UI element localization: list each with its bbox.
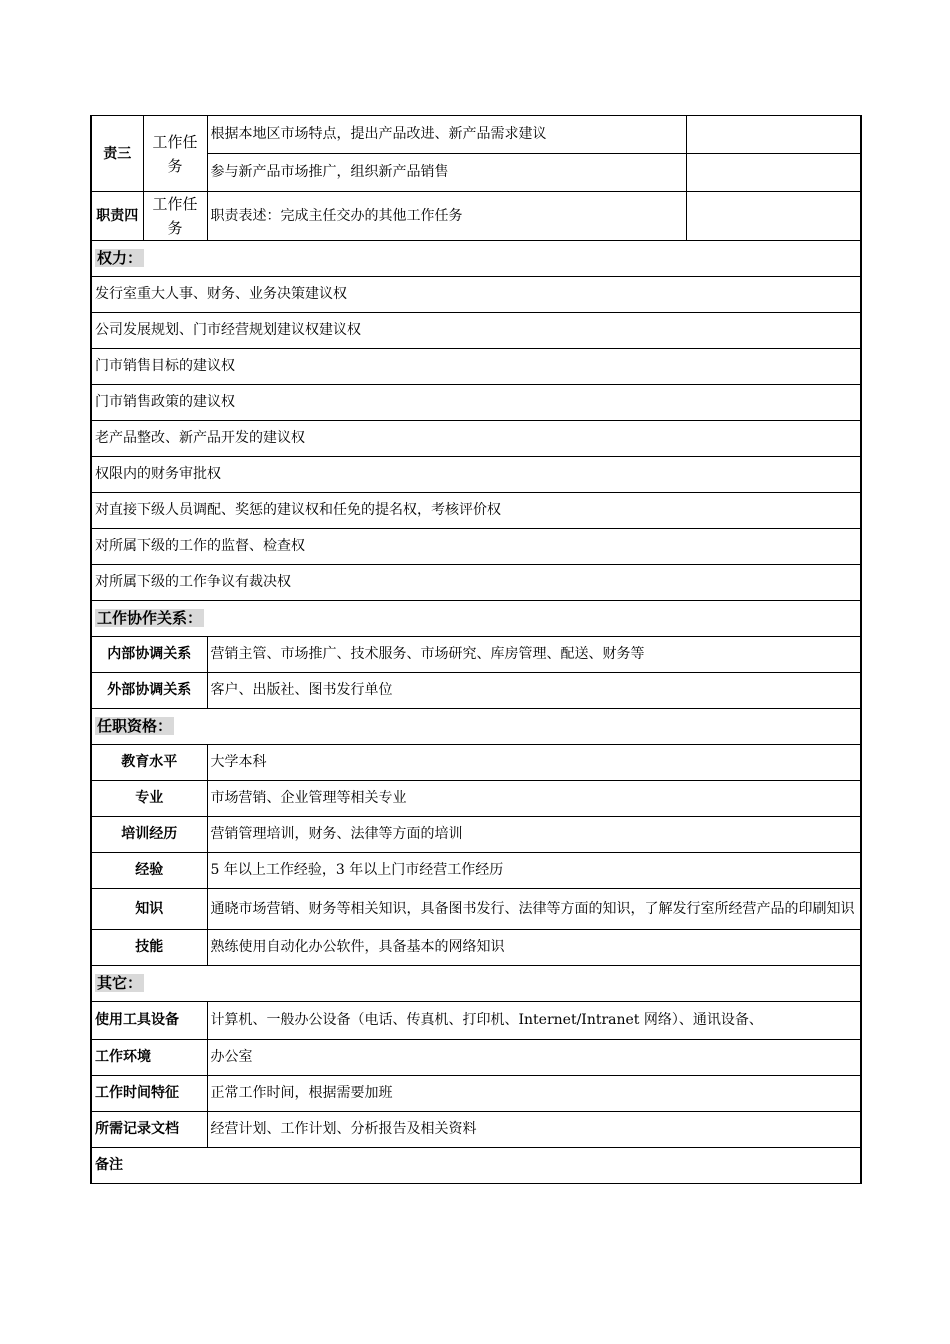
other-label: 工作时间特征 [91, 1076, 207, 1112]
qualification-label: 知识 [91, 889, 207, 930]
qualification-label: 培训经历 [91, 817, 207, 853]
qualification-label: 教育水平 [91, 745, 207, 781]
other-label: 使用工具设备 [91, 1002, 207, 1040]
notes-title: 备注 [91, 1148, 861, 1184]
duty4-row [91, 192, 861, 241]
cooperation-label: 外部协调关系 [91, 673, 207, 709]
authority-title: 权力： [97, 248, 143, 267]
duty3-remark-1 [686, 116, 861, 154]
qualification-value: 熟练使用自动化办公软件，具备基本的网络知识 [207, 930, 861, 966]
other-value: 经营计划、工作计划、分析报告及相关资料 [207, 1112, 861, 1148]
cooperation-label: 内部协调关系 [91, 637, 207, 673]
duty3-task-2: 参与新产品市场推广，组织新产品销售 [207, 154, 686, 192]
authority-item-text: 对所属下级的工作争议有裁决权 [91, 565, 861, 601]
qualification-label: 专业 [91, 781, 207, 817]
authority-item [91, 529, 861, 565]
duty3-task-1: 根据本地区市场特点，提出产品改进、新产品需求建议 [207, 116, 686, 154]
duty3-category: 工作任务 [143, 116, 207, 192]
authority-item [91, 457, 861, 493]
qualification-value: 大学本科 [207, 745, 861, 781]
cooperation-row [91, 637, 861, 673]
duty3-remark-2 [686, 154, 861, 192]
qualification-row [91, 889, 861, 930]
authority-item-text: 对所属下级的工作的监督、检查权 [91, 529, 861, 565]
authority-item-text: 门市销售目标的建议权 [91, 349, 861, 385]
duty3-label: 责三 [91, 116, 143, 192]
authority-header-row [91, 241, 861, 277]
authority-item [91, 493, 861, 529]
other-title: 其它： [97, 973, 143, 992]
qualification-header-row [91, 709, 861, 745]
qualification-label: 技能 [91, 930, 207, 966]
qualification-title: 任职资格： [97, 716, 173, 735]
cooperation-row [91, 673, 861, 709]
qualification-row [91, 817, 861, 853]
qualification-value: 营销管理培训，财务、法律等方面的培训 [207, 817, 861, 853]
notes-row [91, 1148, 861, 1184]
authority-item-text: 公司发展规划、门市经营规划建议权建议权 [91, 313, 861, 349]
authority-item [91, 349, 861, 385]
other-row [91, 1112, 861, 1148]
authority-item-text: 对直接下级人员调配、奖惩的建议权和任免的提名权，考核评价权 [91, 493, 861, 529]
qualification-value: 5 年以上工作经验，3 年以上门市经营工作经历 [207, 853, 861, 889]
other-label: 所需记录文档 [91, 1112, 207, 1148]
other-value: 正常工作时间，根据需要加班 [207, 1076, 861, 1112]
qualification-label: 经验 [91, 853, 207, 889]
qualification-value: 市场营销、企业管理等相关专业 [207, 781, 861, 817]
cooperation-value: 营销主管、市场推广、技术服务、市场研究、库房管理、配送、财务等 [207, 637, 861, 673]
other-header-row [91, 966, 861, 1002]
duty4-label: 职责四 [91, 192, 143, 241]
qualification-row [91, 745, 861, 781]
qualification-row [91, 930, 861, 966]
authority-item [91, 313, 861, 349]
other-value: 计算机、一般办公设备（电话、传真机、打印机、Internet/Intranet 网络）、通讯设备、 [207, 1002, 861, 1040]
qualification-row [91, 781, 861, 817]
duty3-row-2 [91, 154, 861, 192]
duty4-category: 工作任务 [143, 192, 207, 241]
other-label: 工作环境 [91, 1040, 207, 1076]
duty4-remark [686, 192, 861, 241]
job-description-document [90, 115, 860, 1184]
duty3-row-1 [91, 116, 861, 154]
authority-item [91, 565, 861, 601]
other-row [91, 1076, 861, 1112]
qualification-row [91, 853, 861, 889]
authority-item-text: 发行室重大人事、财务、业务决策建议权 [91, 277, 861, 313]
authority-item [91, 277, 861, 313]
authority-item-text: 老产品整改、新产品开发的建议权 [91, 421, 861, 457]
qualification-value: 通晓市场营销、财务等相关知识，具备图书发行、法律等方面的知识，了解发行室所经营产品的印刷知识 [207, 889, 861, 930]
job-description-table [90, 115, 862, 1184]
cooperation-title: 工作协作关系： [97, 608, 203, 627]
cooperation-header-row [91, 601, 861, 637]
other-row [91, 1040, 861, 1076]
duty4-task: 职责表述：完成主任交办的其他工作任务 [207, 192, 686, 241]
other-row [91, 1002, 861, 1040]
authority-item [91, 385, 861, 421]
cooperation-value: 客户、出版社、图书发行单位 [207, 673, 861, 709]
authority-item-text: 门市销售政策的建议权 [91, 385, 861, 421]
other-value: 办公室 [207, 1040, 861, 1076]
authority-item [91, 421, 861, 457]
authority-item-text: 权限内的财务审批权 [91, 457, 861, 493]
